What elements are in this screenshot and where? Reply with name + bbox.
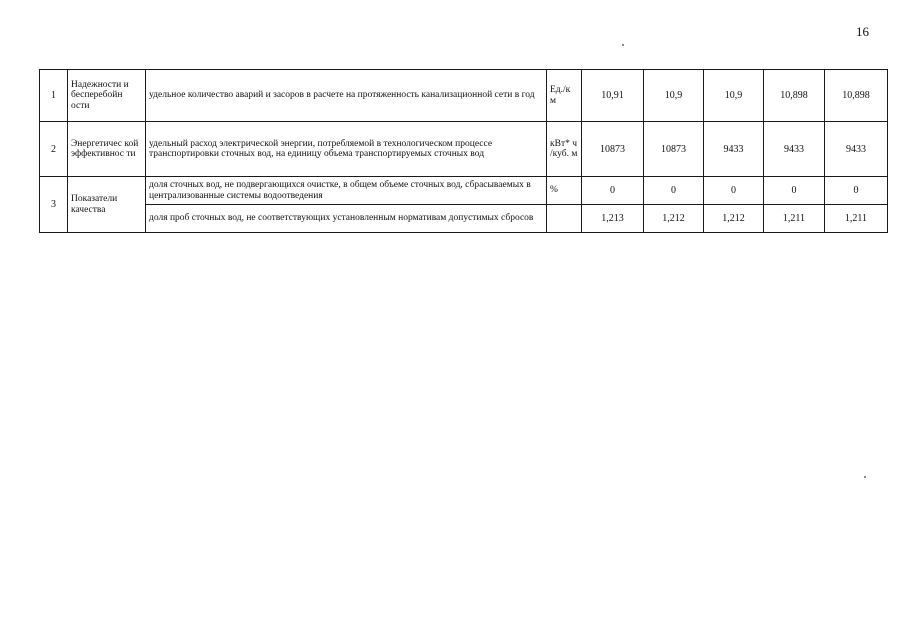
indicator-description: доля проб сточных вод, не соответствующих установленным нормативам допустимых сбросов xyxy=(146,205,547,233)
value-cell: 10,9 xyxy=(704,70,764,122)
value-cell: 0 xyxy=(644,177,704,205)
value-cell: 1,211 xyxy=(764,205,825,233)
value-cell: 1,211 xyxy=(825,205,888,233)
table-row xyxy=(40,70,888,122)
indicator-description: удельный расход электрической энергии, потребляемой в технологическом процессе транспортировки сточных вод, на единицу объема транспортируемых сточных вод xyxy=(146,122,547,177)
unit-cell xyxy=(547,205,582,233)
row-number: 2 xyxy=(40,122,68,177)
indicator-description: доля сточных вод, не подвергающихся очистке, в общем объеме сточных вод, сбрасываемых в централизованные системы водоотведения xyxy=(146,177,547,205)
value-cell: 9433 xyxy=(764,122,825,177)
indicator-description: удельное количество аварий и засоров в расчете на протяженность канализационной сети в год xyxy=(146,70,547,122)
table-row xyxy=(40,205,888,233)
unit-cell: % xyxy=(547,177,582,205)
value-cell: 10,898 xyxy=(764,70,825,122)
value-cell: 0 xyxy=(764,177,825,205)
indicator-group: Надежности и бесперебойн ости xyxy=(68,70,146,122)
value-cell: 0 xyxy=(582,177,644,205)
indicator-group: Энергетичес кой эффективнос ти xyxy=(68,122,146,177)
value-cell: 0 xyxy=(704,177,764,205)
unit-cell: кВт* ч /куб. м xyxy=(547,122,582,177)
value-cell: 10,9 xyxy=(644,70,704,122)
row-number: 1 xyxy=(40,70,68,122)
scan-speck xyxy=(864,476,866,478)
value-cell: 1,212 xyxy=(644,205,704,233)
value-cell: 9433 xyxy=(825,122,888,177)
scan-speck xyxy=(622,44,624,46)
value-cell: 1,213 xyxy=(582,205,644,233)
value-cell: 10,898 xyxy=(825,70,888,122)
indicator-group: Показатели качества xyxy=(68,177,146,233)
value-cell: 10873 xyxy=(644,122,704,177)
table-row xyxy=(40,122,888,177)
table-row xyxy=(40,177,888,205)
value-cell: 1,212 xyxy=(704,205,764,233)
value-cell: 9433 xyxy=(704,122,764,177)
value-cell: 10,91 xyxy=(582,70,644,122)
page-number: 16 xyxy=(856,24,869,39)
row-number: 3 xyxy=(40,177,68,233)
value-cell: 10873 xyxy=(582,122,644,177)
value-cell: 0 xyxy=(825,177,888,205)
indicators-table xyxy=(39,69,888,233)
unit-cell: Ед./к м xyxy=(547,70,582,122)
